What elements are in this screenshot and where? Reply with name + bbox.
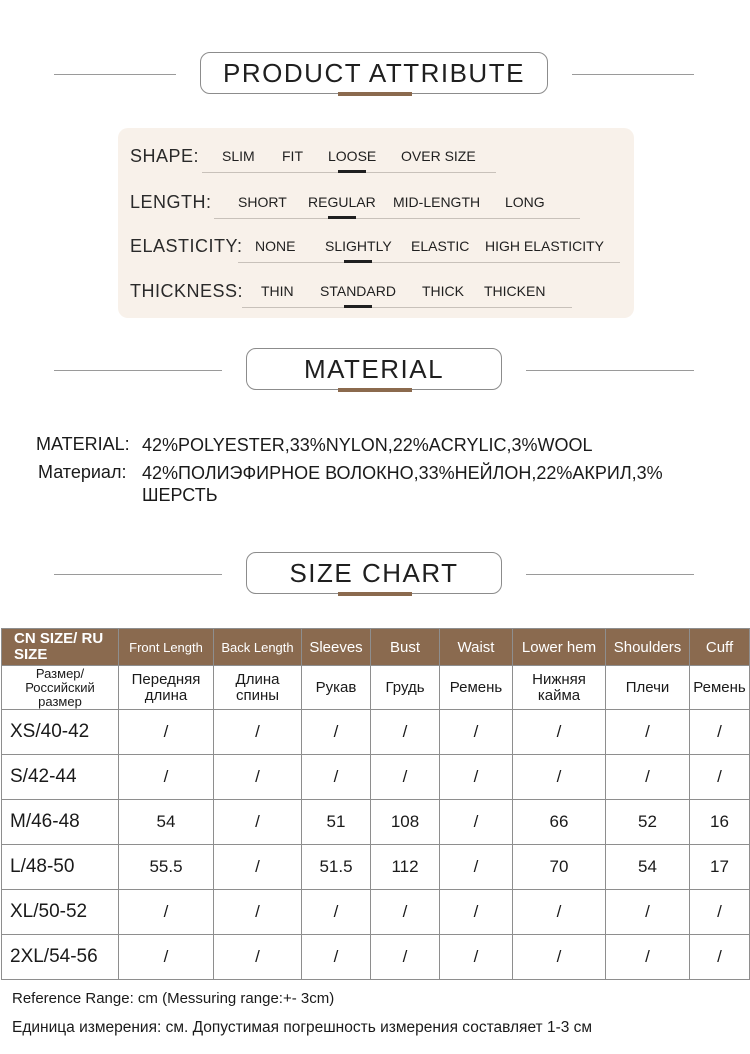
value-cell: /	[690, 710, 750, 755]
value-cell: /	[690, 755, 750, 800]
accent-bar	[338, 92, 412, 96]
attribute-option: LONG	[505, 194, 545, 210]
header-cell: Lower hem	[513, 629, 606, 666]
size-cell: L/48-50	[2, 845, 119, 890]
attribute-panel	[118, 128, 634, 318]
selected-marker	[344, 305, 372, 308]
attribute-option-selected: LOOSE	[328, 148, 377, 164]
value-cell: /	[513, 755, 606, 800]
attribute-option: MID-LENGTH	[393, 194, 481, 210]
attribute-option: SLIM	[222, 148, 255, 164]
value-cell: 112	[371, 845, 440, 890]
table-row	[2, 800, 750, 845]
header-cell: Sleeves	[302, 629, 371, 666]
value-cell: 16	[690, 800, 750, 845]
value-cell: 108	[371, 800, 440, 845]
attribute-underline	[238, 262, 620, 263]
value-cell: /	[606, 935, 690, 980]
attribute-option: THIN	[261, 283, 294, 299]
attribute-option-selected: STANDARD	[320, 283, 396, 299]
header-cell: Ремень	[690, 666, 750, 710]
header-cell: Ремень	[440, 666, 513, 710]
value-cell: /	[513, 935, 606, 980]
accent-bar	[338, 592, 412, 596]
value-cell: /	[214, 710, 302, 755]
attribute-row-elasticity	[118, 230, 634, 266]
attribute-row-thickness	[118, 275, 634, 311]
selected-marker	[344, 260, 372, 263]
size-cell: M/46-48	[2, 800, 119, 845]
value-cell: /	[214, 800, 302, 845]
attribute-option-selected: REGULAR	[308, 194, 376, 210]
section-title: SIZE CHART	[246, 552, 502, 594]
section-title: MATERIAL	[246, 348, 502, 390]
selected-marker	[328, 216, 356, 219]
value-cell: /	[371, 710, 440, 755]
value-cell: /	[440, 935, 513, 980]
size-chart-table	[1, 628, 750, 980]
attribute-label: LENGTH:	[130, 192, 212, 212]
selected-marker	[338, 170, 366, 173]
value-cell: /	[214, 755, 302, 800]
size-cell: S/42-44	[2, 755, 119, 800]
attribute-option: OVER SIZE	[401, 148, 476, 164]
value-cell: /	[513, 710, 606, 755]
table-row	[2, 935, 750, 980]
value-cell: /	[371, 890, 440, 935]
header-cell: Рукав	[302, 666, 371, 710]
header-cell: CN SIZE/ RU SIZE	[2, 629, 119, 666]
accent-bar	[338, 388, 412, 392]
material-value-ru: 42%ПОЛИЭФИРНОЕ ВОЛОКНО,33%НЕЙЛОН,22%АКРИЛ,3% ШЕРСТЬ	[142, 463, 663, 505]
header-cell: Back Length	[214, 629, 302, 666]
attribute-option: NONE	[255, 238, 296, 254]
value-cell: 54	[606, 845, 690, 890]
value-cell: /	[690, 935, 750, 980]
value-cell: /	[371, 755, 440, 800]
table-header-row-ru	[2, 666, 750, 710]
divider-left	[54, 74, 176, 75]
value-cell: /	[119, 935, 214, 980]
size-cell: XS/40-42	[2, 710, 119, 755]
value-cell: 66	[513, 800, 606, 845]
header-cell: Размер/ Российский размер	[2, 666, 119, 710]
header-cell: Waist	[440, 629, 513, 666]
value-cell: /	[119, 710, 214, 755]
attribute-row-shape	[118, 140, 634, 176]
value-cell: /	[440, 755, 513, 800]
reference-note-ru: Единица измерения: см. Допустимая погрешность измерения составляет 1-3 см	[12, 1019, 593, 1036]
attribute-option-selected: SLIGHTLY	[325, 238, 392, 254]
value-cell: /	[119, 755, 214, 800]
divider-left	[54, 370, 222, 371]
section-header-material	[0, 348, 750, 408]
header-cell: Cuff	[690, 629, 750, 666]
header-cell: Передняя длина	[119, 666, 214, 710]
attribute-option: THICKEN	[484, 283, 546, 299]
table-row	[2, 890, 750, 935]
size-cell: XL/50-52	[2, 890, 119, 935]
attribute-option: ELASTIC	[411, 238, 470, 254]
header-cell: Shoulders	[606, 629, 690, 666]
table-row	[2, 845, 750, 890]
value-cell: /	[606, 710, 690, 755]
attribute-label: THICKNESS:	[130, 281, 244, 301]
table-row	[2, 755, 750, 800]
header-cell: Bust	[371, 629, 440, 666]
value-cell: /	[440, 710, 513, 755]
section-header-product-attribute	[0, 52, 750, 112]
value-cell: /	[606, 890, 690, 935]
header-cell: Грудь	[371, 666, 440, 710]
value-cell: /	[440, 890, 513, 935]
value-cell: /	[440, 845, 513, 890]
material-label-en: MATERIAL:	[36, 434, 130, 454]
value-cell: 54	[119, 800, 214, 845]
value-cell: /	[302, 890, 371, 935]
divider-right	[572, 74, 694, 75]
value-cell: /	[119, 890, 214, 935]
attribute-option: THICK	[422, 283, 464, 299]
value-cell: 51	[302, 800, 371, 845]
attribute-option: SHORT	[238, 194, 287, 210]
value-cell: /	[214, 935, 302, 980]
header-cell: Плечи	[606, 666, 690, 710]
value-cell: 17	[690, 845, 750, 890]
value-cell: /	[513, 890, 606, 935]
attribute-option: FIT	[282, 148, 303, 164]
attribute-option: HIGH ELASTICITY	[485, 238, 605, 254]
attribute-label: SHAPE:	[130, 146, 200, 166]
size-cell: 2XL/54-56	[2, 935, 119, 980]
header-cell: Длина спины	[214, 666, 302, 710]
reference-note-en: Reference Range: cm (Messuring range:+- 3cm)	[12, 990, 335, 1007]
attribute-underline	[214, 218, 580, 219]
value-cell: 55.5	[119, 845, 214, 890]
attribute-row-length	[118, 186, 634, 222]
value-cell: /	[302, 935, 371, 980]
value-cell: /	[214, 890, 302, 935]
value-cell: /	[302, 755, 371, 800]
value-cell: 70	[513, 845, 606, 890]
value-cell: 51.5	[302, 845, 371, 890]
section-title: PRODUCT ATTRIBUTE	[200, 52, 548, 94]
value-cell: /	[440, 800, 513, 845]
value-cell: /	[606, 755, 690, 800]
material-label-ru: Материал:	[38, 462, 127, 482]
attribute-label: ELASTICITY:	[130, 236, 243, 256]
table-row	[2, 710, 750, 755]
header-cell: Front Length	[119, 629, 214, 666]
value-cell: 52	[606, 800, 690, 845]
value-cell: /	[371, 935, 440, 980]
value-cell: /	[214, 845, 302, 890]
header-cell: Нижняя кайма	[513, 666, 606, 710]
divider-right	[526, 370, 694, 371]
divider-right	[526, 574, 694, 575]
table-header-row-en	[2, 629, 750, 666]
section-header-size-chart	[0, 552, 750, 612]
value-cell: /	[690, 890, 750, 935]
value-cell: /	[302, 710, 371, 755]
divider-left	[54, 574, 222, 575]
material-value-en: 42%POLYESTER,33%NYLON,22%ACRYLIC,3%WOOL	[142, 435, 593, 455]
attribute-underline	[242, 307, 572, 308]
